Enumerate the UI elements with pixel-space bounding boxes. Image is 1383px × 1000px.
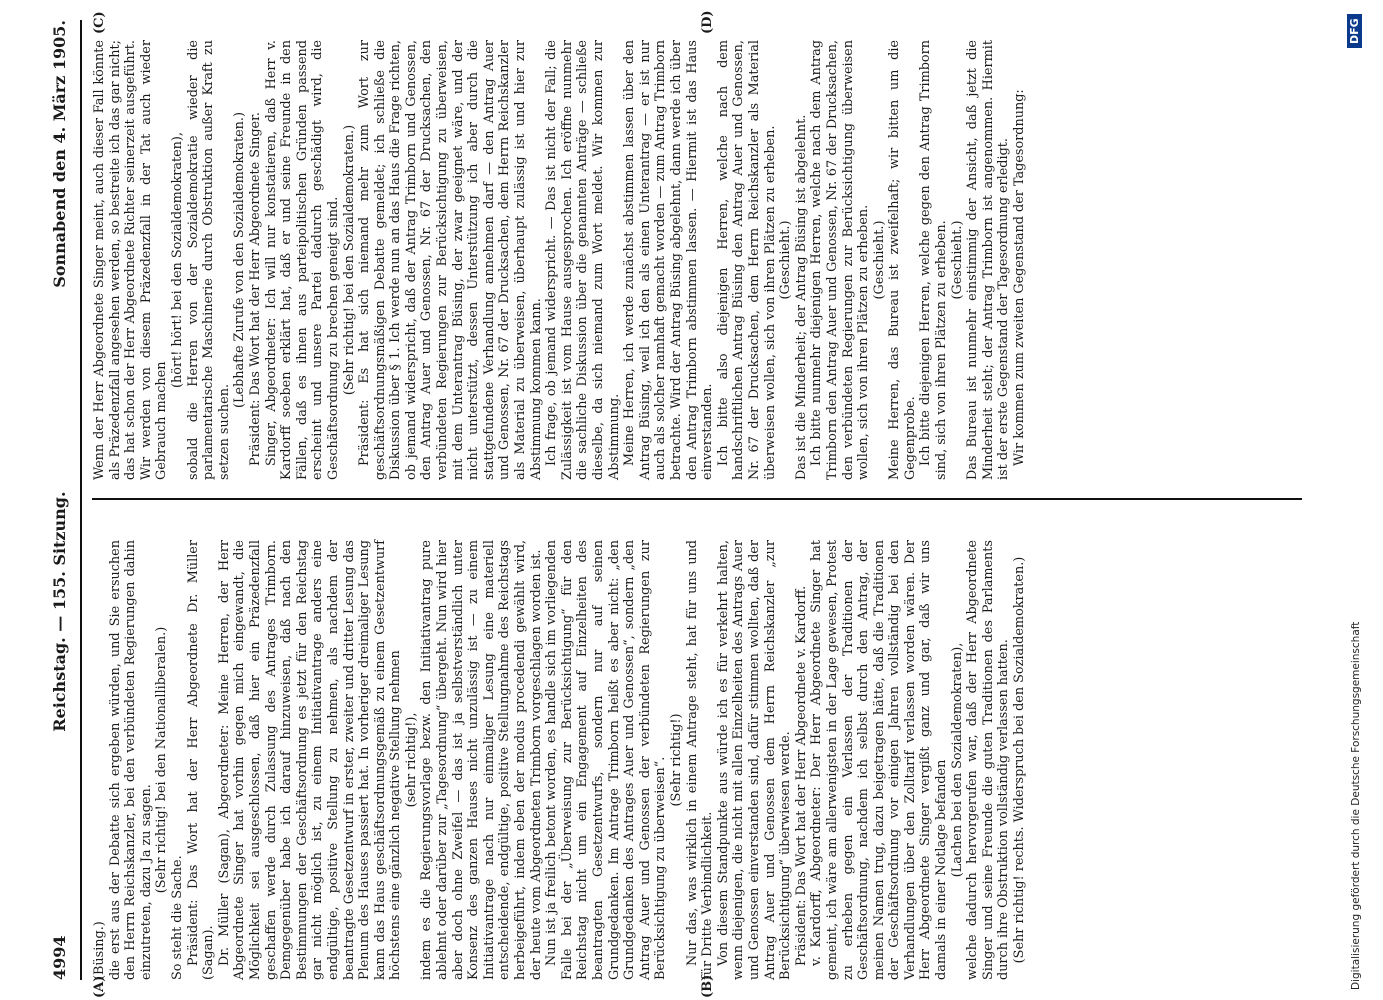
left-paragraph: indem es die Regierungsvorlage bezw. den Initiativantrag pure ablehnt oder darüber zur „Tagesordnung“ übergeht. Nun wird hier aber doch ohne Zweifel — das ist ja selbstverständlich unter Konsenz des ganzen Hauses nicht unzulässig ist — zu einem Initiativantrage nach nur einmaliger Lesung eine materiell entscheidende, endgültige, positive Stellungnahme des Reichstags herbeigeführt, indem eben der modus procedendi gewählt wird, der heute vom Abgeordneten Trimborn vorgeschlagen worden ist.	[419, 540, 544, 980]
right-paragraph: (Geschieht.)	[871, 220, 887, 300]
right-paragraph: Ich frage, ob jemand widerspricht. — Das ist nicht der Fall; die Zulässigkeit ist vom Hause ausgesprochen. Ich eröffne nunmehr die sachliche Diskussion über die genannten Anträge — schließe dieselbe, da sich niemand zum Wort meldet. Wir kommen zur Abstimmung.	[544, 40, 622, 480]
left-paragraph: (sehr richtig!),	[403, 712, 419, 808]
page-number: 4994	[50, 935, 69, 980]
right-paragraph: Präsident: Das Wort hat der Herr Abgeordnete Singer.	[247, 112, 263, 466]
right-paragraph: (hört! hört! bei den Sozialdemokraten),	[169, 132, 185, 388]
dfg-logo: DFG	[1347, 14, 1362, 48]
right-paragraph: sobald die Herren von der Sozialdemokratie wieder die parlamentarische Maschinerie durch Obstruktion außer Kraft zu setzen suchen.	[185, 40, 232, 480]
right-paragraph: (Lebhafte Zurufe von den Sozialdemokraten.)	[232, 112, 248, 408]
column-divider	[92, 498, 1302, 500]
left-paragraph: welche dadurch hervorgerufen war, daß der Herr Abgeordnete Singer und seine Freunde die guten Traditionen des Parlaments durch ihre Obstruktion vollständig verlassen hatten.	[965, 540, 1012, 980]
left-paragraph: Nun ist ja freilich betont worden, es handle sich im vorliegenden Falle bei der „Überweisung zur Berücksichtigung“ für den Reichstag nicht um ein Engagement auf Einzelheiten des beantragten Gesetzentwurfs, sondern nur auf seinen Grundgedanken. Im Antrage Trimborn heißt es aber nicht: „den Grundgedanken des Antrages Auer und Genossen“, sondern „den Antrag Auer und Genossen der verbündeten Regierungen zur Berücksichtigung zu überweisen“.	[544, 540, 669, 980]
left-column	[92, 540, 1028, 980]
left-paragraph: (Sehr richtig! bei den Nationalliberalen.)	[154, 626, 170, 894]
right-paragraph: Singer, Abgeordneter: Ich will nur konstatieren, daß Herr v. Kardorff soeben erklärt hat, daß er und seine Freunde in den Fällen, daß es ihnen aus parteipolitischen Gründen passend erscheint und unsere Partei dadurch geschädigt wird, die Geschäftsordnung zu brechen geneigt sind.	[263, 40, 341, 480]
right-paragraph: Ich bitte also diejenigen Herren, welche nach dem handschriftlichen Antrag Büsing den Antrag Auer und Genossen, Nr. 67 der Drucksachen, dem Herrn Reichskanzler als Material überweisen wollen, sich von ihren Plätzen zu erheben.	[715, 40, 778, 480]
left-paragraph: die erst aus der Debatte sich ergeben würden, und Sie ersuchen den Herrn Reichskanzler, bei den verbündeten Regierungen dahin einzutreten, dazu Ja zu sagen.	[107, 540, 154, 980]
right-paragraph: Das Bureau ist nunmehr einstimmig der Ansicht, daß jetzt die Minderheit steht; der Antrag Trimborn ist angenommen. Hiermit ist der erste Gegenstand der Tagesordnung erledigt.	[965, 40, 1012, 480]
left-paragraph: v. Kardorff, Abgeordneter: Der Herr Abgeordnete Singer hat gemeint, ich wäre am allerwenigsten in der Lage gewesen, Protest zu erheben gegen ein Verlassen der Traditionen der Geschäftsordnung, nachdem ich selbst durch den Antrag, der meinen Namen trug, dazu beigetragen hätte, daß die Traditionen der Geschäftsordnung vor einigen Jahren vollständig bei den Verhandlungen über den Zolltarif verlassen worden wären. Der Herr Abgeordnete Singer vergißt ganz und gar, daß wir uns damals in einer Notlage befanden	[809, 540, 950, 980]
page-title: Reichstag. — 155. Sitzung.	[50, 491, 69, 732]
left-paragraph: Von diesem Standpunkte aus würde ich es für verkehrt halten, wenn diejenigen, die nicht mit allen Einzelheiten des Antrags Auer und Genossen einverstanden sind, dafür stimmen wollten, daß der Antrag Auer und Genossen dem Herrn Reichskanzler „zur Berücksichtigung“ überwiesen werde.	[715, 540, 794, 980]
left-paragraph: (Lachen bei den Sozialdemokraten),	[949, 642, 965, 878]
right-paragraph: Meine Herren, ich werde zunächst abstimmen lassen über den Antrag Büsing, weil ich den als einen Unterantrag — er ist nur auch als solcher namhaft gemacht worden — zum Antrag Trimborn betrachte. Wird der Antrag Büsing abgelehnt, dann werde ich über den Antrag Trimborn abstimmen lassen. — Hiermit ist das Haus einverstanden.	[622, 40, 716, 480]
left-paragraph: (Büsing.)	[92, 921, 107, 980]
left-paragraph: Präsident: Das Wort hat der Herr Abgeordnete v. Kardorff.	[793, 585, 809, 966]
left-paragraph: (Sehr richtig!)	[668, 713, 684, 807]
left-paragraph: (Sehr richtig! rechts. Widerspruch bei den Sozialdemokraten.)	[1012, 556, 1028, 964]
margin-marker-c: (C)	[92, 11, 107, 34]
right-paragraph: Meine Herren, das Bureau ist zweifelhaft; wir bitten um die Gegenprobe.	[887, 40, 918, 480]
digitization-credit: Digitalisierung gefördert durch die Deutsche Forschungsgemeinschaft	[1350, 621, 1362, 990]
right-paragraph: (Geschieht.)	[949, 220, 965, 300]
left-paragraph: Nur das, was wirklich in einem Antrage steht, hat für uns und für Dritte Verbindlichkeit.	[684, 540, 716, 980]
right-paragraph: Präsident: Es hat sich niemand mehr zum Wort zur geschäftsordnungsmäßigen Debatte gemeldet; ich schließe die Diskussion über § 1. Ich werde nun an das Haus die Frage richten, ob jemand widerspricht, daß der Antrag Trimborn und Genossen, den Antrag Auer und Genossen, Nr. 67 der Drucksachen, den verbündeten Regierungen zur Berücksichtigung zu überweisen, mit dem Unterantrag Büsing, der zwar geeignet wäre, und der nicht unterstützt, dessen Unterstützung ich aber durch die stattgefundene Verhandlung annehmen darf — den Antrag Auer und Genossen, Nr. 67 der Drucksachen, dem Herrn Reichskanzler als Material zu überweisen, überhaupt zulässig ist und hier zur Abstimmung kommen kann.	[357, 40, 544, 480]
page-date: Sonnabend den 4. März 1905.	[50, 20, 69, 288]
margin-marker-a: (A)	[92, 975, 107, 998]
left-paragraph: Dr. Müller (Sagan), Abgeordneter: Meine Herren, der Herr Abgeordnete Singer hat vorhin gegen mich eingewandt, die Möglichkeit sei ausgeschlossen, daß hier ein Präzedenzfall geschaffen werde durch Zulassung des Antrages Trimborn. Demgegenüber habe ich darauf hinzuweisen, daß nach den Bestimmungen der Geschäftsordnung es jetzt für den Reichstag gar nicht möglich ist, zu einem Initiativantrage anders eine endgültige, positive Stellung zu nehmen, als nachdem der beantragte Gesetzentwurf in erster, zweiter und dritter Lesung das Plenum des Hauses passiert hat. In vorheriger dreimaliger Lesung kann das Haus geschäftsordnungsgemäß zu einem Gesetzentwurf höchstens eine gänzlich negative Stellung nehmen	[216, 540, 404, 980]
left-paragraph: Präsident: Das Wort hat der Herr Abgeordnete Dr. Müller (Sagan).	[185, 540, 217, 980]
right-paragraph: Das ist die Minderheit; der Antrag Büsing ist abgelehnt.	[793, 114, 809, 480]
margin-marker-d: (D)	[700, 10, 715, 34]
page-header	[50, 20, 82, 980]
right-paragraph: (Geschieht.)	[778, 220, 794, 300]
right-paragraph: Ich bitte diejenigen Herren, welche gegen den Antrag Trimborn sind, sich von ihren Plätzen zu erheben.	[918, 40, 950, 480]
right-paragraph: Wenn der Herr Abgeordnete Singer meint, auch dieser Fall könnte als Präzedenzfall angesehen werden, so bestreite ich das gar nicht; das hat schon der Herr Abgeordnete Richter seinerzeit ausgeführt. Wir werden von diesem Präzedenzfall in der Tat auch wieder Gebrauch machen	[92, 40, 170, 480]
margin-marker-b: (B)	[700, 974, 715, 998]
right-paragraph: Ich bitte nunmehr diejenigen Herren, welche nach dem Antrag Trimborn den Antrag Auer und Genossen, Nr. 67 der Drucksachen, den verbündeten Regierungen zur Berücksichtigung überweisen wollen, sich von ihren Plätzen zu erheben.	[809, 40, 872, 480]
right-paragraph: Wir kommen zum zweiten Gegenstand der Tagesordnung:	[1012, 89, 1028, 466]
right-paragraph: (Sehr richtig! bei den Sozialdemokraten.)	[341, 124, 357, 396]
right-column	[92, 40, 1028, 480]
left-paragraph: So steht die Sache.	[169, 855, 185, 980]
